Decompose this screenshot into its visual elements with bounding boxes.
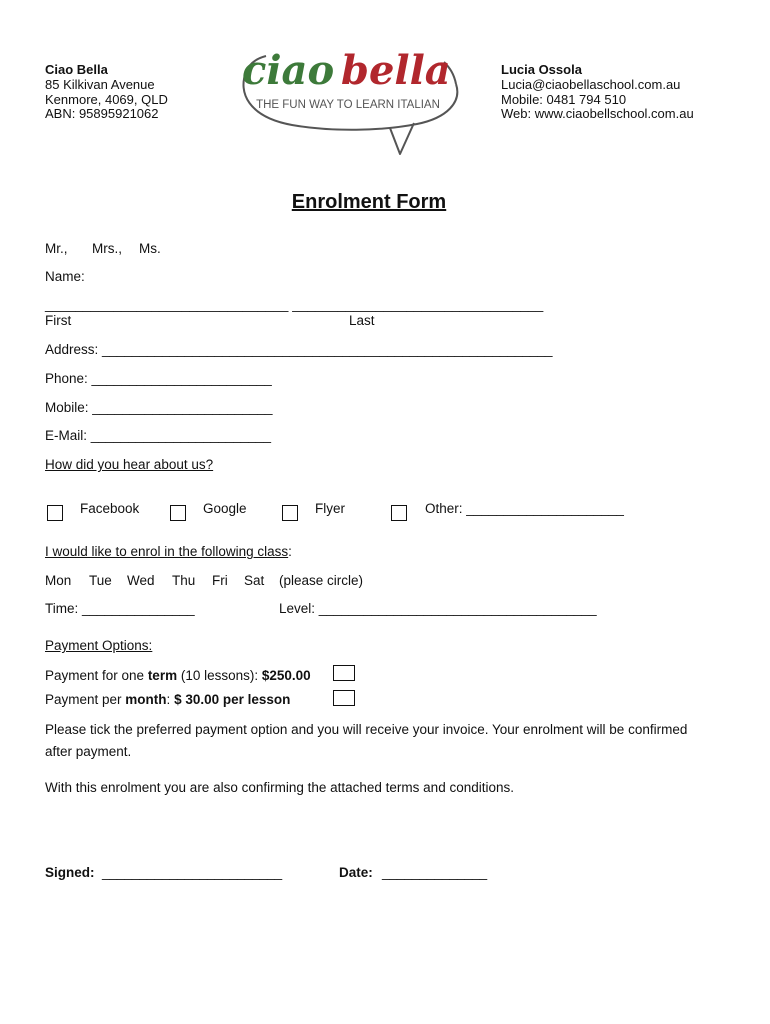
signature-field[interactable]: ________________________ (102, 865, 283, 880)
name-field-line[interactable]: ________________________________ _________________________________ (45, 297, 544, 312)
payment-term-checkbox[interactable] (333, 665, 355, 681)
day-thu[interactable]: Thu (172, 573, 196, 588)
salutation-mrs[interactable]: Mrs., (92, 241, 122, 256)
day-mon[interactable]: Mon (45, 573, 72, 588)
payment-month-checkbox[interactable] (333, 690, 355, 706)
date-label: Date: (339, 865, 373, 880)
school-city: Kenmore, 4069, QLD (45, 92, 168, 107)
facebook-checkbox[interactable] (47, 505, 63, 521)
form-title: Enrolment Form (291, 191, 447, 213)
google-label: Google (203, 501, 247, 516)
name-label: Name: (45, 269, 85, 284)
logo-speech-bubble (232, 32, 464, 160)
mobile-field[interactable]: Mobile: ________________________ (45, 400, 273, 415)
level-field[interactable]: Level: _____________________________________ (279, 601, 597, 616)
school-name: Ciao Bella (45, 62, 108, 77)
google-checkbox[interactable] (170, 505, 186, 521)
logo-word-ciao: ciao (242, 47, 335, 94)
day-wed[interactable]: Wed (127, 573, 155, 588)
time-field[interactable]: Time: _______________ (45, 601, 195, 616)
contact-name: Lucia Ossola (501, 62, 582, 77)
email-field[interactable]: E-Mail: ________________________ (45, 428, 271, 443)
day-tue[interactable]: Tue (89, 573, 112, 588)
contact-mobile: Mobile: 0481 794 510 (501, 92, 627, 107)
logo (232, 32, 464, 160)
payment-notice-line1: Please tick the preferred payment option and you will receive your invoice. Your enrolment will be confirmed (45, 722, 688, 737)
hear-heading: How did you hear about us? (45, 457, 214, 472)
contact-web[interactable]: Web: www.ciaobellschool.com.au (501, 106, 694, 121)
flyer-label: Flyer (315, 501, 345, 516)
school-abn: ABN: 95895921062 (45, 106, 159, 121)
payment-month-text: Payment per month: $ 30.00 per lesson (45, 692, 291, 707)
other-field[interactable]: Other: _____________________ (425, 501, 624, 516)
days-instruction: (please circle) (279, 573, 364, 588)
payment-heading: Payment Options: (45, 638, 153, 653)
school-street: 85 Kilkivan Avenue (45, 77, 155, 92)
date-field[interactable]: ______________ (382, 865, 488, 880)
payment-term-text: Payment for one term (10 lessons): $250.00 (45, 668, 311, 683)
last-name-label: Last (349, 313, 375, 328)
flyer-checkbox[interactable] (282, 505, 298, 521)
signed-label: Signed: (45, 865, 95, 880)
salutation-mr[interactable]: Mr., (45, 241, 68, 256)
contact-email[interactable]: Lucia@ciaobellaschool.com.au (501, 77, 681, 92)
first-name-label: First (45, 313, 72, 328)
day-sat[interactable]: Sat (244, 573, 265, 588)
address-field[interactable]: Address: ____________________________________________________________ (45, 342, 553, 357)
day-fri[interactable]: Fri (212, 573, 228, 588)
terms-confirmation: With this enrolment you are also confirming the attached terms and conditions. (45, 780, 514, 795)
class-heading: I would like to enrol in the following class: (45, 544, 292, 559)
other-checkbox[interactable] (391, 505, 407, 521)
logo-tagline: THE FUN WAY TO LEARN ITALIAN (256, 99, 440, 111)
logo-word-bella: bella (341, 47, 451, 94)
phone-field[interactable]: Phone: ________________________ (45, 371, 272, 386)
salutation-ms[interactable]: Ms. (139, 241, 161, 256)
facebook-label: Facebook (80, 501, 140, 516)
payment-notice-line2: after payment. (45, 744, 132, 759)
